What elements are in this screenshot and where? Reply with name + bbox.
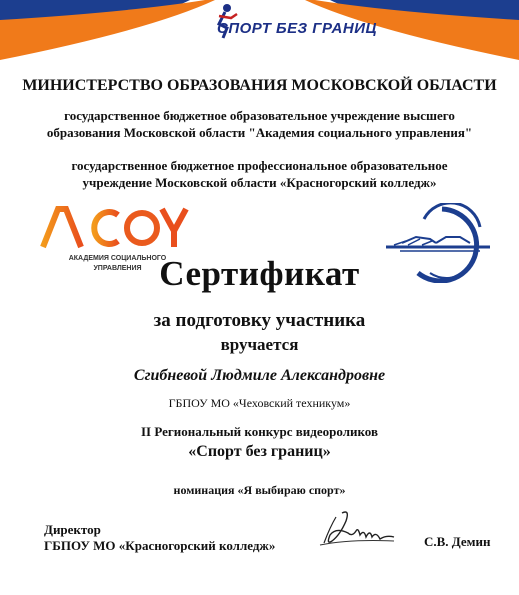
director-role-line-1: Директор [44, 522, 101, 537]
recipient-name: Сгибневой Людмиле Александровне [133, 367, 386, 384]
contest-description: II Региональный конкурс видеороликов [140, 424, 379, 439]
logo-text: СПОРТ БЕЗ ГРАНИЦ [217, 20, 377, 37]
sport-logo [205, 2, 377, 50]
nomination: номинация «Я выбираю спорт» [173, 483, 346, 497]
signature-scribble [290, 505, 400, 560]
director-role [44, 522, 275, 554]
certificate-title: Сертификат [159, 254, 360, 293]
logo-title [217, 20, 377, 38]
asou-caption-line-2: УПРАВЛЕНИЯ [93, 265, 142, 272]
institution-2-line-2: учреждение Московской области «Красногорский колледж» [82, 175, 437, 190]
institution-1-line-1: государственное бюджетное образовательное учреждение высшего [64, 108, 455, 123]
contest-name: «Спорт без границ» [188, 443, 331, 460]
director-role-line-2: ГБПОУ МО «Красногорский колледж» [44, 538, 276, 553]
certificate-presented: вручается [220, 335, 299, 354]
ministry-title: МИНИСТЕРСТВО ОБРАЗОВАНИЯ МОСКОВСКОЙ ОБЛАСТИ [22, 77, 497, 94]
recipient-organization: ГБПОУ МО «Чеховский техникум» [168, 396, 351, 410]
asou-letters-graphic [40, 203, 195, 253]
handwritten-signature [290, 505, 400, 560]
institution-2 [0, 157, 519, 191]
institution-1-line-2: образования Московской области "Академия социального управления" [46, 125, 473, 140]
certificate-subtitle: за подготовку участника [153, 310, 366, 331]
institution-1 [0, 107, 519, 141]
director-name: С.В. Демин [424, 534, 491, 549]
institution-2-line-1: государственное бюджетное профессиональное образовательное [71, 158, 448, 173]
asou-caption-line-1: АКАДЕМИЯ СОЦИАЛЬНОГО [68, 255, 167, 262]
